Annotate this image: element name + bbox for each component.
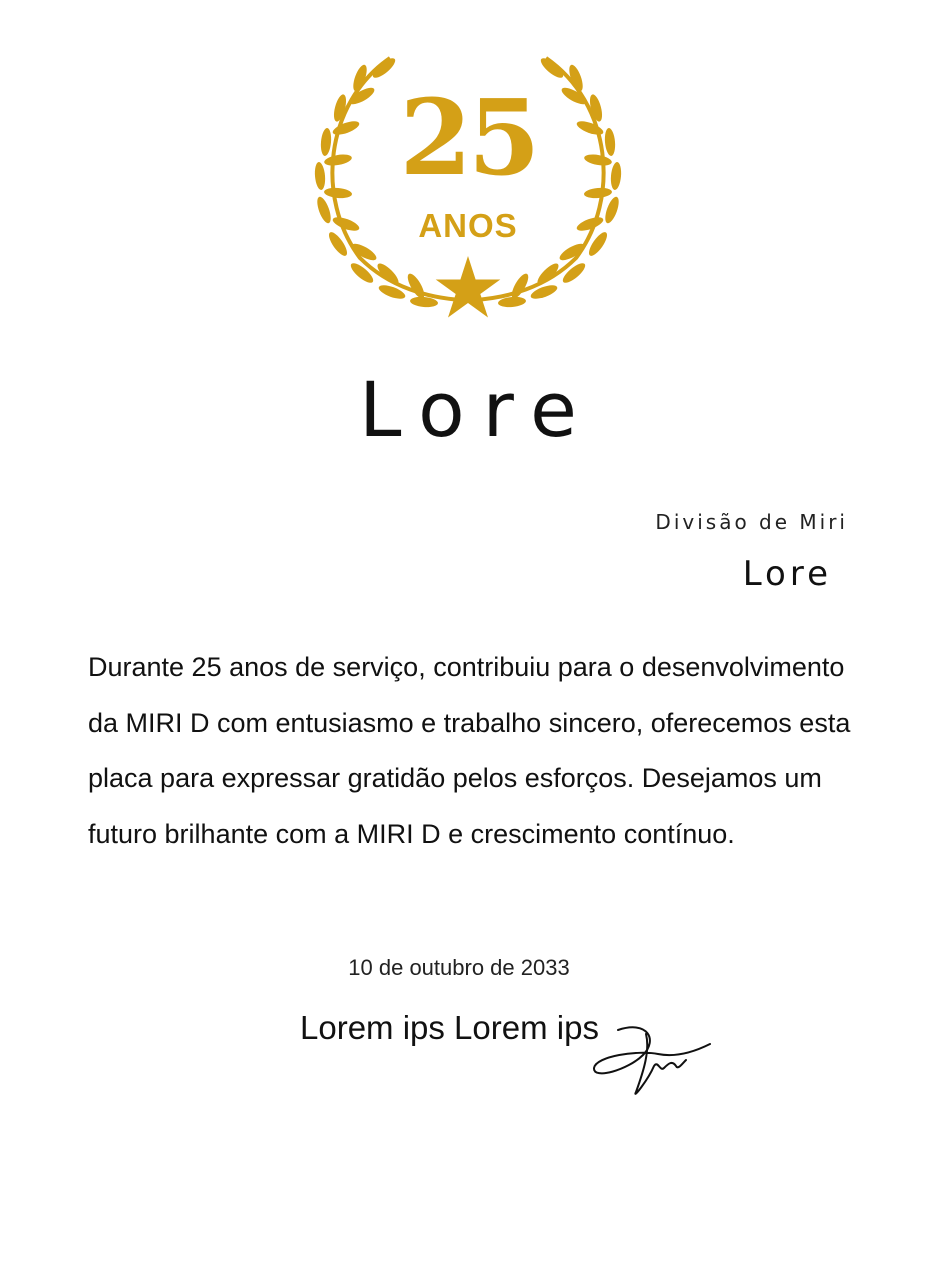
recipient-name: Lore — [742, 554, 832, 594]
anniversary-number: 25 — [399, 76, 537, 199]
anniversary-emblem — [300, 48, 636, 328]
division-label: Divisão de Miri — [655, 510, 848, 534]
star-icon — [436, 256, 501, 318]
certificate-title: Lore — [359, 365, 595, 454]
signer-name: Lorem ips Lorem ips — [300, 1009, 599, 1046]
anniversary-label: ANOS — [418, 207, 518, 244]
certificate-message: Durante 25 anos de serviço, contribuiu para o desenvolvimento da MIRI D com entusiasmo e trabalho sincero, oferecemos esta placa para expressar gratidão pelos esforços. Desejamos um futuro brilhante com a MIRI D e crescimento contínuo. — [88, 652, 851, 849]
certificate-date: 10 de outubro de 2033 — [348, 955, 570, 980]
handwritten-signature — [588, 1020, 718, 1104]
